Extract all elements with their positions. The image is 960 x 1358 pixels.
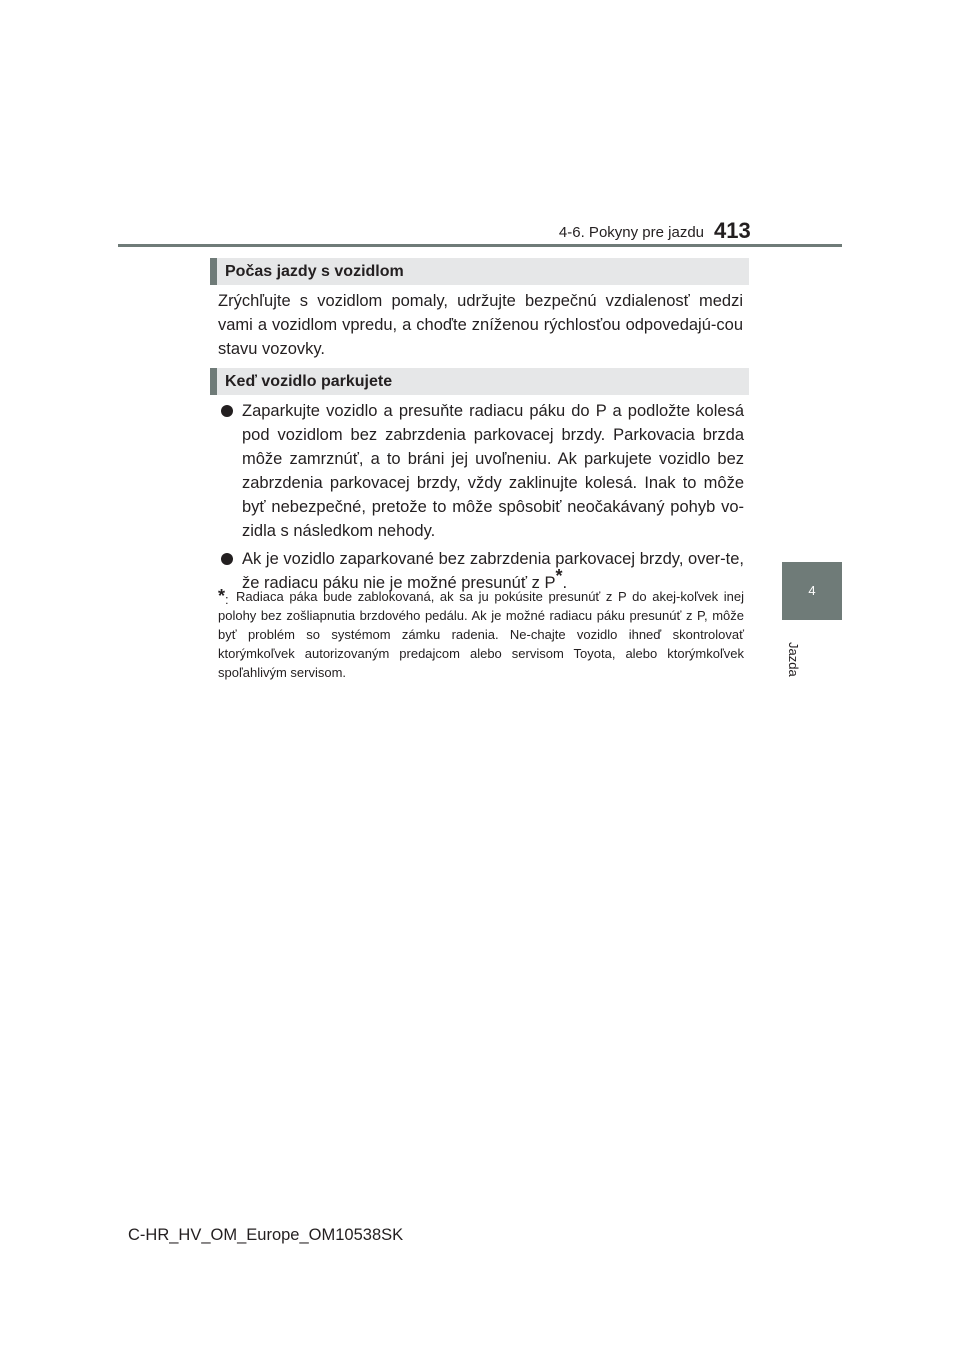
- footnote-separator: :: [225, 592, 229, 607]
- document-code: C-HR_HV_OM_Europe_OM10538SK: [128, 1226, 404, 1244]
- section-heading-driving: Počas jazdy s vozidlom: [210, 258, 749, 285]
- chapter-label: Jazda: [786, 642, 801, 677]
- driving-paragraph: Zrýchľujte s vozidlom pomaly, udržujte bezpečnú vzdialenosť medzi vami a vozidlom vpredu, a choďte zníženou rýchlosťou odpovedajú-cou stavu vozovky.: [218, 292, 743, 358]
- footnote-asterisk: *: [218, 586, 226, 606]
- bullet-text: Zaparkujte vozidlo a presuňte radiacu páku do P a podložte kolesá pod vozidlom bez zabrzdenia parkovacej brzdy. Parkovacia brzda môže zamrznúť, a to bráni jej uvoľneniu. Ak parkujete vozidlo bez zabrzdenia parkovacej brzdy, vždy zaklinujte kolesá. Inak to môže byť nebezpečné, pretože to môže spôsobiť neočakávaný pohyb vo-zidla s následkom nehody.: [242, 402, 744, 540]
- chapter-number: 4: [808, 583, 816, 598]
- footnote-text: Radiaca páka bude zablokovaná, ak sa ju pokúsite presunúť z P do akej-koľvek inej polohy bez zošliapnutia brzdového pedálu. Ak je možné radiacu páku presunúť z P, môže byť problém so systémom zámku radenia. Ne-chajte vozidlo ihneď skontrolovať ktorýmkoľvek autorizovaným predajcom alebo servisom Toyota, alebo ktorýmkoľvek spoľahlivým servisom.: [218, 589, 744, 680]
- bullet-end-period: .: [562, 574, 568, 592]
- header-divider: [118, 244, 842, 247]
- footnote-marker: [218, 587, 229, 609]
- bullet-text: Ak je vozidlo zaparkované bez zabrzdenia parkovacej brzdy, over-te, že radiacu páku nie je možné presunúť z P: [242, 550, 744, 592]
- page-number: 413: [714, 218, 751, 243]
- bullet-dot-icon: [221, 405, 233, 417]
- list-item: [218, 399, 744, 543]
- chapter-tab: [782, 562, 842, 620]
- section-heading-parking: Keď vozidlo parkujete: [210, 368, 749, 395]
- parking-bullet-list: [218, 399, 744, 599]
- footnote: [218, 587, 744, 682]
- bullet-dot-icon: [221, 553, 233, 565]
- header-section-title: 4-6. Pokyny pre jazdu: [558, 224, 704, 241]
- footnote-reference-asterisk: *: [555, 566, 563, 586]
